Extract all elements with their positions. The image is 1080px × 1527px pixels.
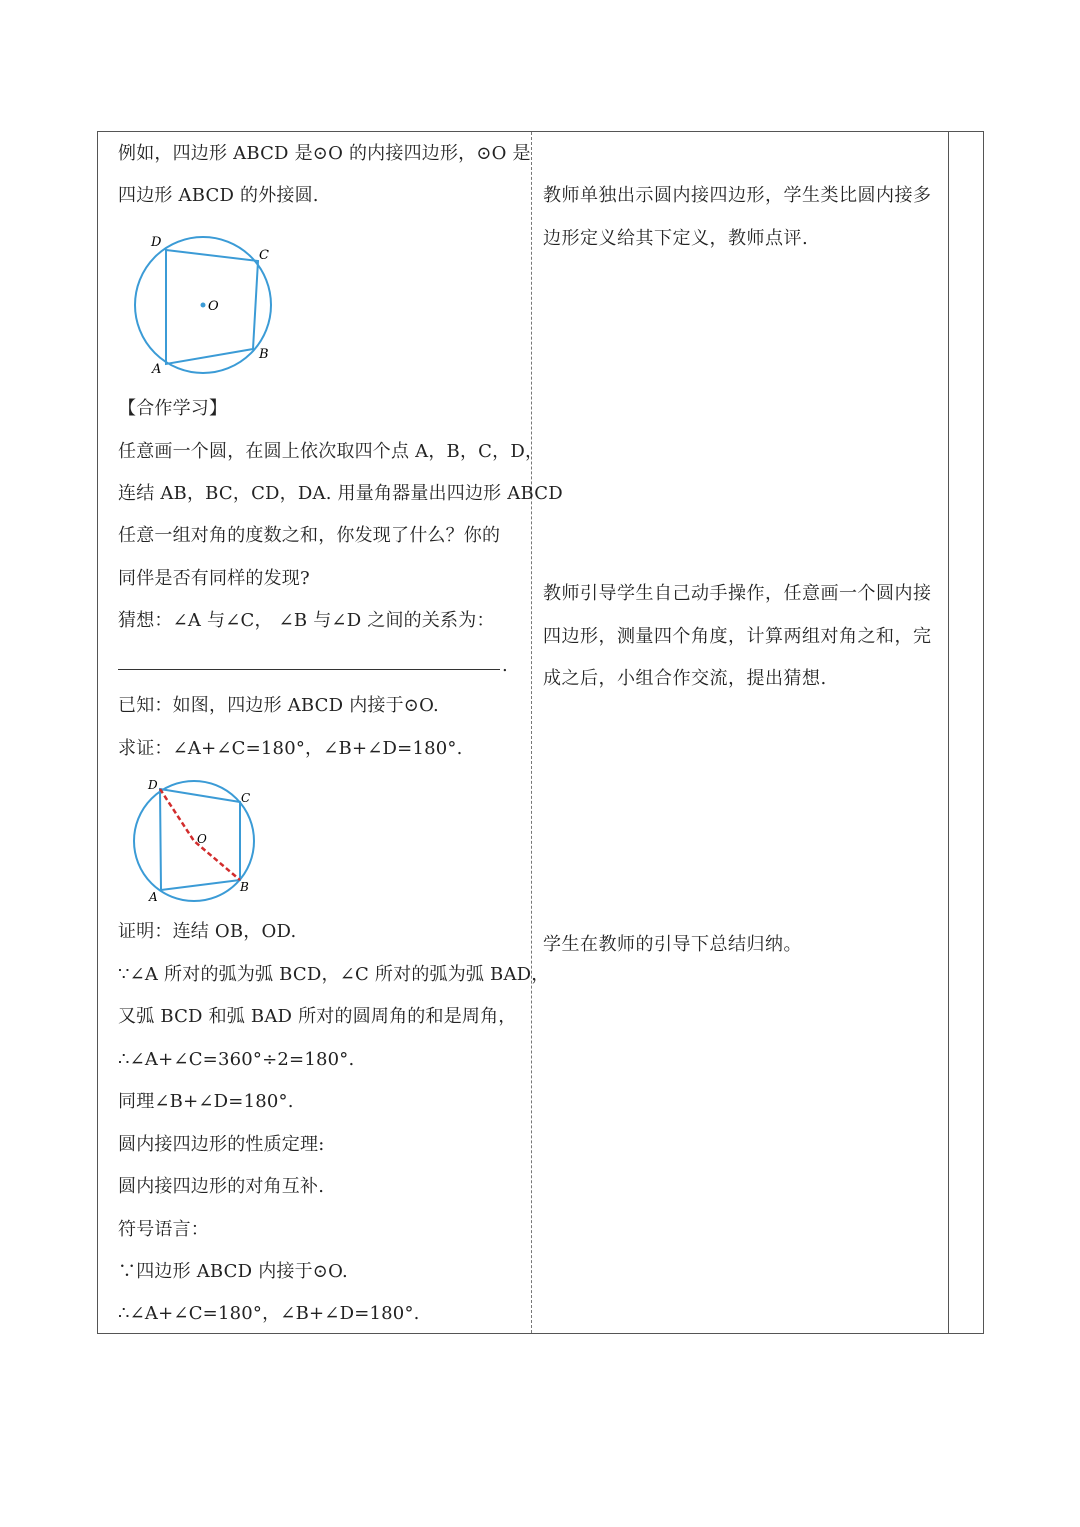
text-line: 符号语言： [118,1219,209,1240]
text-line: ∵四边形 ABCD 内接于⊙O. [118,1261,348,1282]
text-line: 圆内接四边形的对角互补. [118,1176,325,1197]
point-label-b: B [259,347,269,362]
lesson-table [97,131,984,1334]
content-column [98,132,563,1333]
note-line: 成之后，小组合作交流，提出猜想. [543,668,827,689]
text-line: 又弧 BCD 和弧 BAD 所对的圆周角的和是周角， [118,1006,517,1027]
point-label-b: B [240,880,249,894]
text-line: 连结 AB，BC，CD，DA. 用量角器量出四边形 ABCD [118,483,563,504]
center-label-o: O [197,832,207,846]
point-label-a: A [152,362,162,377]
text-line: 四边形 ABCD 的外接圆. [118,185,319,206]
teaching-notes-column [532,132,949,1333]
point-label-c: C [259,248,269,263]
point-label-d: D [148,778,158,792]
remarks-column [949,132,983,1333]
text-line: 猜想：∠A 与∠C， ∠B 与∠D 之间的关系为： [118,610,495,631]
text-line: ∴∠A+∠C=360°÷2=180°. [118,1049,355,1070]
center-label-o: O [208,299,219,314]
text-line: 求证：∠A+∠C=180°，∠B+∠D=180°. [118,738,463,759]
answer-blank-line [118,669,500,670]
note-line: 边形定义给其下定义，教师点评. [543,228,809,249]
section-heading: 【合作学习】 [118,398,228,419]
text-line: 例如，四边形 ABCD 是⊙O 的内接四边形，⊙O 是 [118,143,531,164]
text-line: 证明：连结 OB，OD. [118,921,297,942]
note-line: 教师单独出示圆内接四边形，学生类比圆内接多 [543,185,932,206]
text-line: ∴∠A+∠C=180°，∠B+∠D=180°. [118,1303,420,1324]
text-line: 圆内接四边形的性质定理: [118,1134,325,1155]
text-line: 同伴是否有同样的发现? [118,568,310,589]
blank-period: . [502,655,508,676]
note-line: 四边形，测量四个角度，计算两组对角之和，完 [543,626,932,647]
text-line: 同理∠B+∠D=180°. [118,1091,294,1112]
point-label-a: A [149,890,158,904]
text-line: 任意画一个圆，在圆上依次取四个点 A，B，C，D， [118,441,544,462]
text-line: 任意一组对角的度数之和，你发现了什么？你的 [118,525,501,546]
note-line: 教师引导学生自己动手操作，任意画一个圆内接 [543,583,932,604]
text-line: 已知：如图，四边形 ABCD 内接于⊙O. [118,695,439,716]
point-label-d: D [151,235,162,250]
inscribed-quadrilateral-figure [123,229,283,377]
proof-figure [123,777,263,907]
point-label-c: C [241,791,251,805]
text-line: ∵∠A 所对的弧为弧 BCD，∠C 所对的弧为弧 BAD， [118,964,550,985]
note-line: 学生在教师的引导下总结归纳。 [543,934,802,955]
